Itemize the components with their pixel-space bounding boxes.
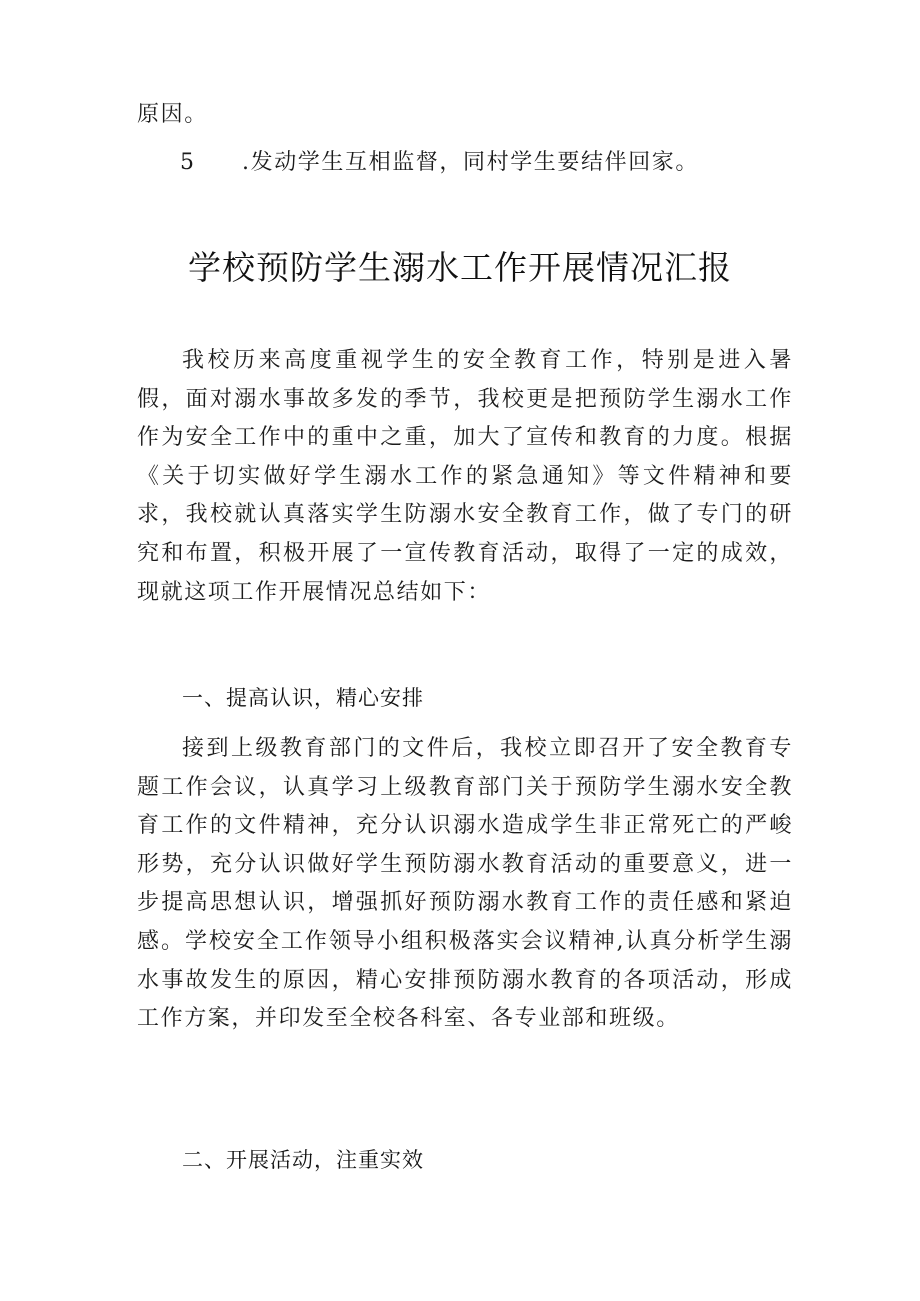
- list-item-text: .发动学生互相监督，同村学生要结伴回家。: [242, 150, 699, 175]
- list-item-number: 5: [180, 150, 194, 175]
- document-title: 学校预防学生溺水工作开展情况汇报: [188, 248, 732, 287]
- section-1-paragraph: 接到上级教育部门的文件后，我校立即召开了安全教育专题工作会议，认真学习上级教育部门关于预防学生溺水安全教育工作的文件精神，充分认识溺水造成学生非正常死亡的严峻形势，充分认识做好学生预防溺水教育活动的重要意义，进一步提高思想认识，增强抓好预防溺水教育工作的责任感和紧迫感。学校安全工作领导小组积极落实会议精神,认真分析学生溺水事故发生的原因，精心安排预防溺水教育的各项活动，形成工作方案，并印发至全校各科室、各专业部和班级。: [137, 736, 793, 1032]
- intro-paragraph: 我校历来高度重视学生的安全教育工作，特别是进入暑假，面对溺水事故多发的季节，我校更是把预防学生溺水工作作为安全工作中的重中之重，加大了宣传和教育的力度。根据《关于切实做好学生溺水工作的紧急通知》等文件精神和要求，我校就认真落实学生防溺水安全教育工作，做了专门的研究和布置，积极开展了一宣传教育活动，取得了一定的成效，现就这项工作开展情况总结如下：: [137, 348, 793, 605]
- section-heading-1: 一、提高认识，精心安排: [182, 686, 424, 710]
- list-item-5: [180, 148, 840, 178]
- continuation-text: 原因。: [137, 102, 208, 127]
- section-heading-2: 二、开展活动，注重实效: [182, 1148, 424, 1172]
